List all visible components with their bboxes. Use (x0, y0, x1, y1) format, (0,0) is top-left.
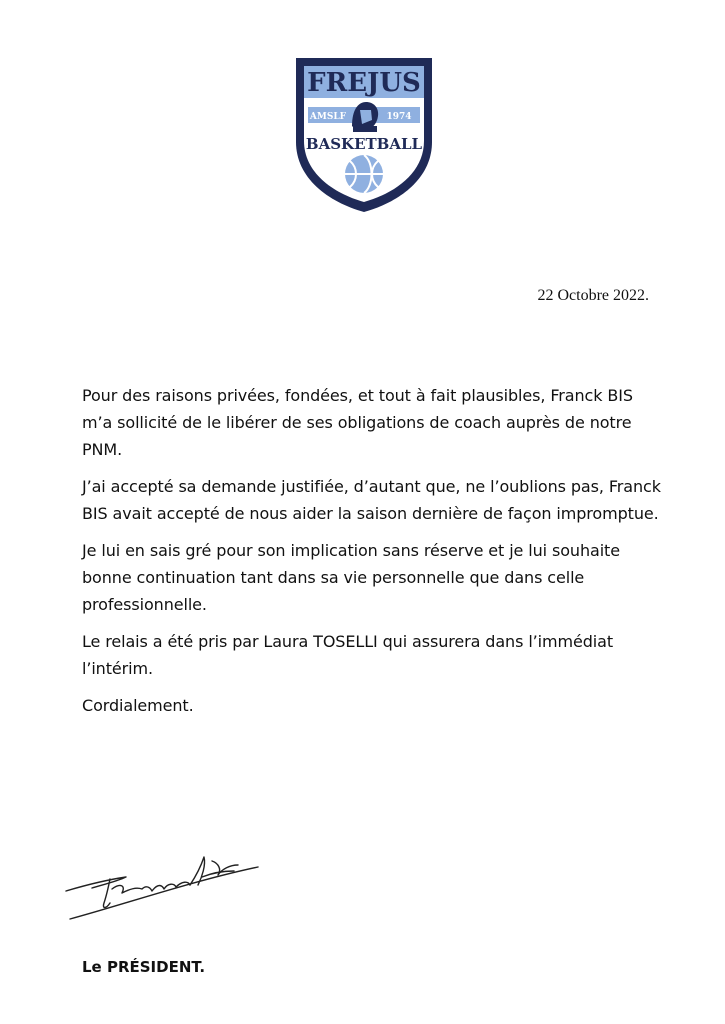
logo-right-text: 1974 (386, 112, 412, 122)
letter-date: 22 Octobre 2022. (537, 287, 649, 304)
closing: Cordialement. (82, 696, 194, 715)
logo-left-text: AMSLF (309, 112, 347, 122)
letter-body (82, 382, 662, 729)
logo-name-text: FREJUS (307, 68, 421, 98)
paragraph: Pour des raisons privées, fondées, et tout à fait plausibles, Franck BIS m’a sollicité de le libérer de ses obligations de coach auprès de notre PNM. (82, 386, 633, 459)
frejus-basketball-logo (292, 50, 436, 215)
paragraph: J’ai accepté sa demande justifiée, d’autant que, ne l’oublions pas, Franck BIS avait accepté de nous aider la saison dernière de façon impromptue. (82, 477, 661, 523)
paragraph: Le relais a été pris par Laura TOSELLI qui assurera dans l’immédiat l’intérim. (82, 632, 613, 678)
handwritten-signature (62, 833, 268, 923)
signer-title: Le PRÉSIDENT. (82, 958, 206, 976)
basketball-icon (345, 155, 383, 193)
logo-sport-text: BASKETBALL (305, 135, 423, 153)
paragraph: Je lui en sais gré pour son implication sans réserve et je lui souhaite bonne continuation tant dans sa vie personnelle que dans celle professionnelle. (82, 541, 620, 614)
